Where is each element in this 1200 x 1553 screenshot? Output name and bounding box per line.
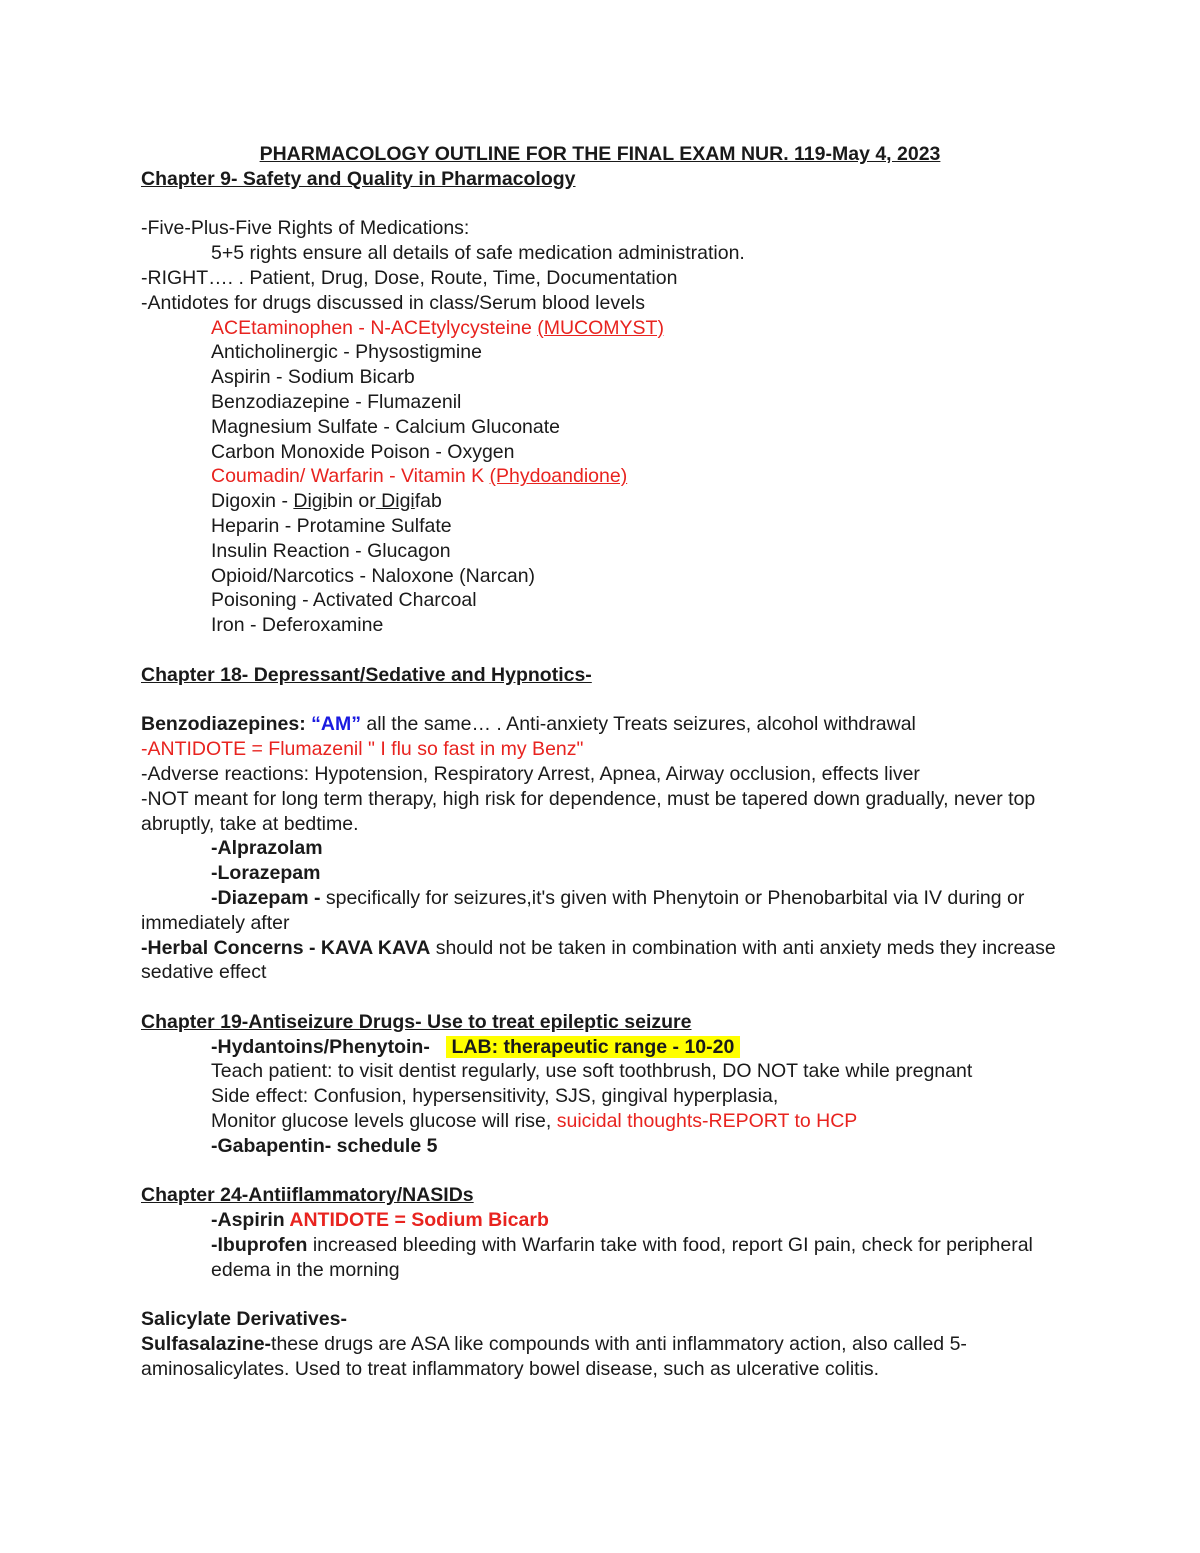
gabapentin-item: -Gabapentin- schedule 5 (211, 1134, 438, 1157)
document-page (141, 142, 1071, 1382)
digibin-suffix: bin or (326, 490, 376, 513)
sulfasalazine-item (141, 1332, 1071, 1382)
alprazolam-item: -Alprazolam (211, 837, 323, 860)
ibuprofen-desc: increased bleeding with Warfarin take with food, report GI pain, check for peripheral edema in the morning (211, 1234, 1033, 1281)
chapter-18-heading: Chapter 18- Depressant/Sedative and Hypnotics- (141, 663, 592, 686)
am-text: “AM” (311, 713, 361, 736)
monitor-glucose-text: Monitor glucose levels glucose will rise, (211, 1110, 557, 1133)
antidote-coumadin-main: Coumadin/ Warfarin - Vitamin K (211, 465, 490, 488)
digibin-prefix: Digi (293, 490, 327, 513)
benzodiazepines-desc: all the same… . Anti-anxiety Treats seizures, alcohol withdrawal (360, 713, 916, 736)
digifab-suffix: fab (414, 490, 442, 513)
antidote-acetaminophen-main: ACEtaminophen - N-ACEtylycysteine (211, 316, 538, 339)
antidote-poisoning: Poisoning - Activated Charcoal (211, 589, 477, 612)
antidote-digoxin (141, 489, 1071, 514)
herbal-label: -Herbal Concerns - KAVA KAVA (141, 936, 431, 959)
sulfasalazine-desc: these drugs are ASA like compounds with anti inflammatory action, also called 5-aminosalicylates. Used to treat inflammatory bowel disease, such as ulcerative colitis. (141, 1333, 967, 1381)
lab-range-highlight: LAB: therapeutic range - 10-20 (446, 1035, 740, 1058)
diazepam-item (141, 886, 1071, 936)
herbal-concerns (141, 936, 1071, 986)
mucomyst-text: (MUCOMYST) (537, 316, 664, 339)
aspirin-label: -Aspirin (211, 1209, 290, 1232)
antidote-iron: Iron - Deferoxamine (211, 614, 384, 637)
teach-patient: Teach patient: to visit dentist regularly, use soft toothbrush, DO NOT take while pregnant (211, 1060, 973, 1083)
diazepam-desc: specifically for seizures,it's given with Phenytoin or Phenobarbital via IV during or immediately after (141, 886, 1025, 934)
phydoandione-text: (Phydoandione) (489, 465, 628, 488)
benzodiazepines-label: Benzodiazepines: (141, 713, 312, 736)
antidote-benzodiazepine: Benzodiazepine - Flumazenil (211, 390, 462, 413)
antidote-anticholinergic: Anticholinergic - Physostigmine (211, 341, 482, 364)
antidote-insulin: Insulin Reaction - Glucagon (211, 539, 451, 562)
not-meant-note: -NOT meant for long term therapy, high risk for dependence, must be tapered down gradually, never top abruptly, take at bedtime. (141, 787, 1036, 835)
salicylate-heading: Salicylate Derivatives- (141, 1308, 347, 1331)
antidote-carbon-monoxide: Carbon Monoxide Poison - Oxygen (211, 440, 515, 463)
hydantoins-line (141, 1035, 1071, 1060)
digifab-prefix: Digi (375, 490, 415, 513)
diazepam-label: -Diazepam - (211, 886, 326, 909)
antidote-heparin: Heparin - Protamine Sulfate (211, 514, 452, 537)
antidotes-intro: -Antidotes for drugs discussed in class/Serum blood levels (141, 291, 645, 314)
antidote-coumadin (141, 464, 1071, 489)
chapter-19-heading: Chapter 19-Antiseizure Drugs- Use to treat epileptic seizure (141, 1010, 692, 1033)
adverse-reactions: -Adverse reactions: Hypotension, Respiratory Arrest, Apnea, Airway occlusion, effects liver (141, 762, 920, 785)
flumazenil-antidote: -ANTIDOTE = Flumazenil " I flu so fast in my Benz" (141, 738, 584, 761)
aspirin-antidote: ANTIDOTE = Sodium Bicarb (289, 1209, 549, 1232)
page-title: PHARMACOLOGY OUTLINE FOR THE FINAL EXAM NUR. 119-May 4, 2023 (259, 143, 941, 165)
hydantoins-label: -Hydantoins/Phenytoin- (211, 1035, 447, 1058)
antidote-opioid: Opioid/Narcotics - Naloxone (Narcan) (211, 564, 536, 587)
side-effects: Side effect: Confusion, hypersensitivity, SJS, gingival hyperplasia, (211, 1085, 779, 1108)
five-plus-five-desc: 5+5 rights ensure all details of safe medication administration. (211, 242, 745, 265)
digoxin-label: Digoxin - (211, 490, 294, 513)
antidote-magnesium: Magnesium Sulfate - Calcium Gluconate (211, 415, 560, 438)
ibuprofen-item (141, 1233, 1071, 1283)
aspirin-item (141, 1208, 1071, 1233)
monitor-glucose (141, 1109, 1071, 1134)
herbal-desc: should not be taken in combination with anti anxiety meds they increase sedative effect (141, 936, 1056, 984)
chapter-9-heading: Chapter 9- Safety and Quality in Pharmacology (141, 167, 576, 190)
benzodiazepines-line (141, 712, 1071, 737)
antidote-aspirin: Aspirin - Sodium Bicarb (211, 366, 415, 389)
sulfasalazine-label: Sulfasalazine- (141, 1333, 272, 1356)
right-line: -RIGHT…. . Patient, Drug, Dose, Route, Time, Documentation (141, 266, 678, 289)
ibuprofen-label: -Ibuprofen (211, 1234, 308, 1257)
five-plus-five-line: -Five-Plus-Five Rights of Medications: (141, 217, 470, 240)
antidote-acetaminophen (141, 316, 1071, 341)
lorazepam-item: -Lorazepam (211, 862, 321, 885)
suicidal-thoughts-warning: suicidal thoughts-REPORT to HCP (556, 1110, 858, 1133)
chapter-24-heading: Chapter 24-Antiiflammatory/NASIDs (141, 1184, 474, 1207)
